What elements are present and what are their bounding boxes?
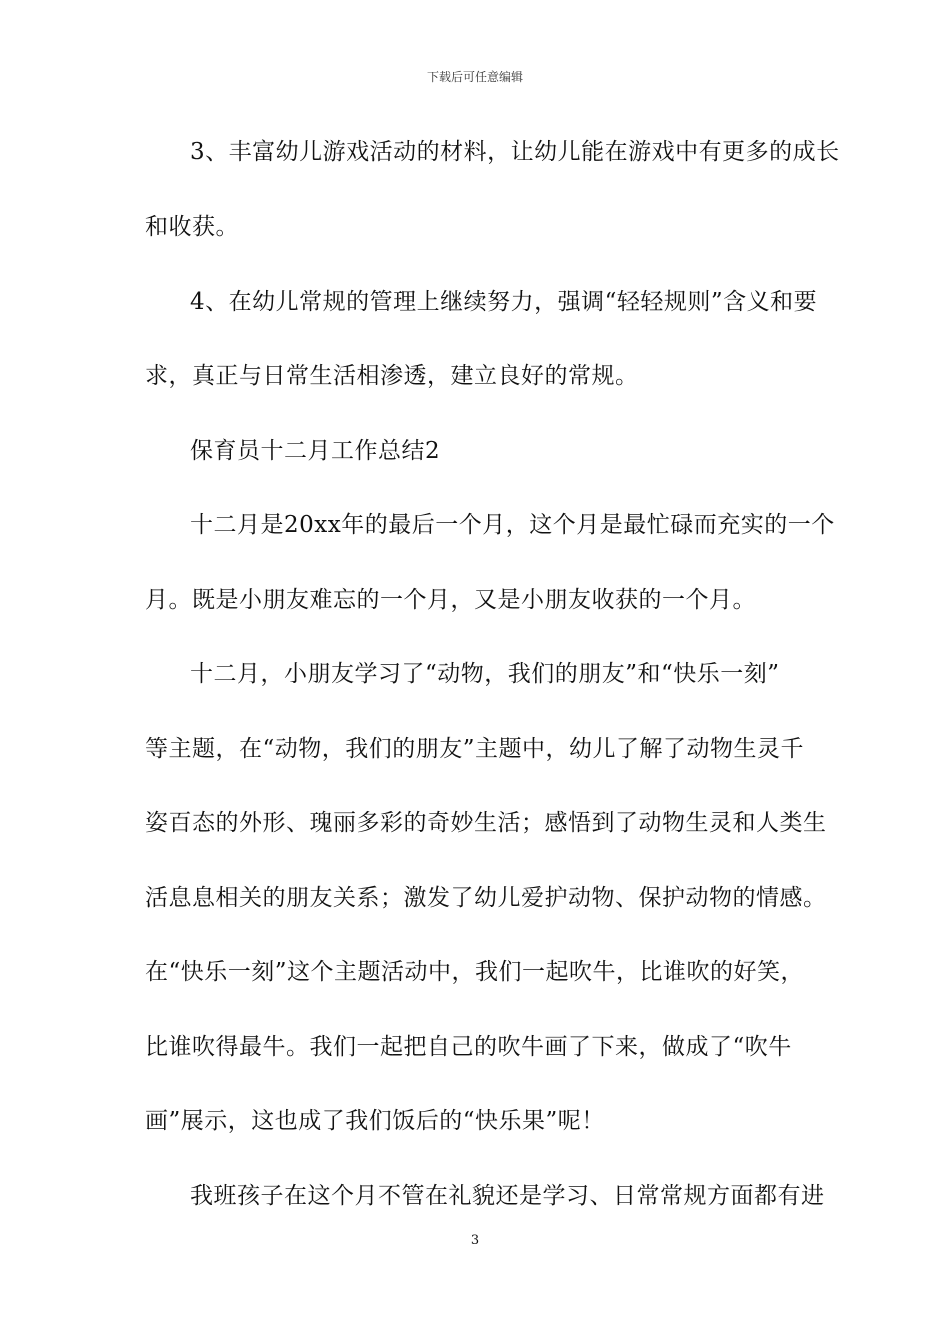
section-heading: 保育员十二月工作总结2	[190, 438, 441, 464]
paragraph-line: 等主题，在“动物，我们的朋友”主题中，幼儿了解了动物生灵千	[145, 736, 805, 762]
header-note: 下载后可任意编辑	[426, 70, 523, 84]
paragraph-line: 我班孩子在这个月不管在礼貌还是学习、日常常规方面都有进	[190, 1183, 825, 1209]
paragraph-line: 和收获。	[145, 214, 239, 240]
paragraph-line: 求，真正与日常生活相渗透，建立良好的常规。	[145, 363, 639, 389]
paragraph-line: 在“快乐一刻”这个主题活动中，我们一起吹牛，比谁吹的好笑，	[145, 959, 805, 985]
paragraph-line: 活息息相关的朋友关系；激发了幼儿爱护动物、保护动物的情感。	[145, 885, 827, 911]
paragraph-line: 十二月，小朋友学习了“动物，我们的朋友”和“快乐一刻”	[190, 661, 780, 687]
paragraph-line: 3、丰富幼儿游戏活动的材料，让幼儿能在游戏中有更多的成长	[190, 139, 840, 165]
paragraph-line: 4、在幼儿常规的管理上继续努力，强调“轻轻规则”含义和要	[190, 289, 818, 315]
paragraph-line: 比谁吹得最牛。我们一起把自己的吹牛画了下来，做成了“吹牛	[145, 1034, 792, 1060]
paragraph-line: 姿百态的外形、瑰丽多彩的奇妙生活；感悟到了动物生灵和人类生	[145, 810, 827, 836]
page-number: 3	[470, 1233, 480, 1248]
paragraph-line: 十二月是20xx年的最后一个月，这个月是最忙碌而充实的一个	[190, 512, 835, 538]
paragraph-line: 画”展示，这也成了我们饭后的“快乐果”呢！	[145, 1108, 605, 1134]
paragraph-line: 月。既是小朋友难忘的一个月，又是小朋友收获的一个月。	[145, 587, 756, 613]
